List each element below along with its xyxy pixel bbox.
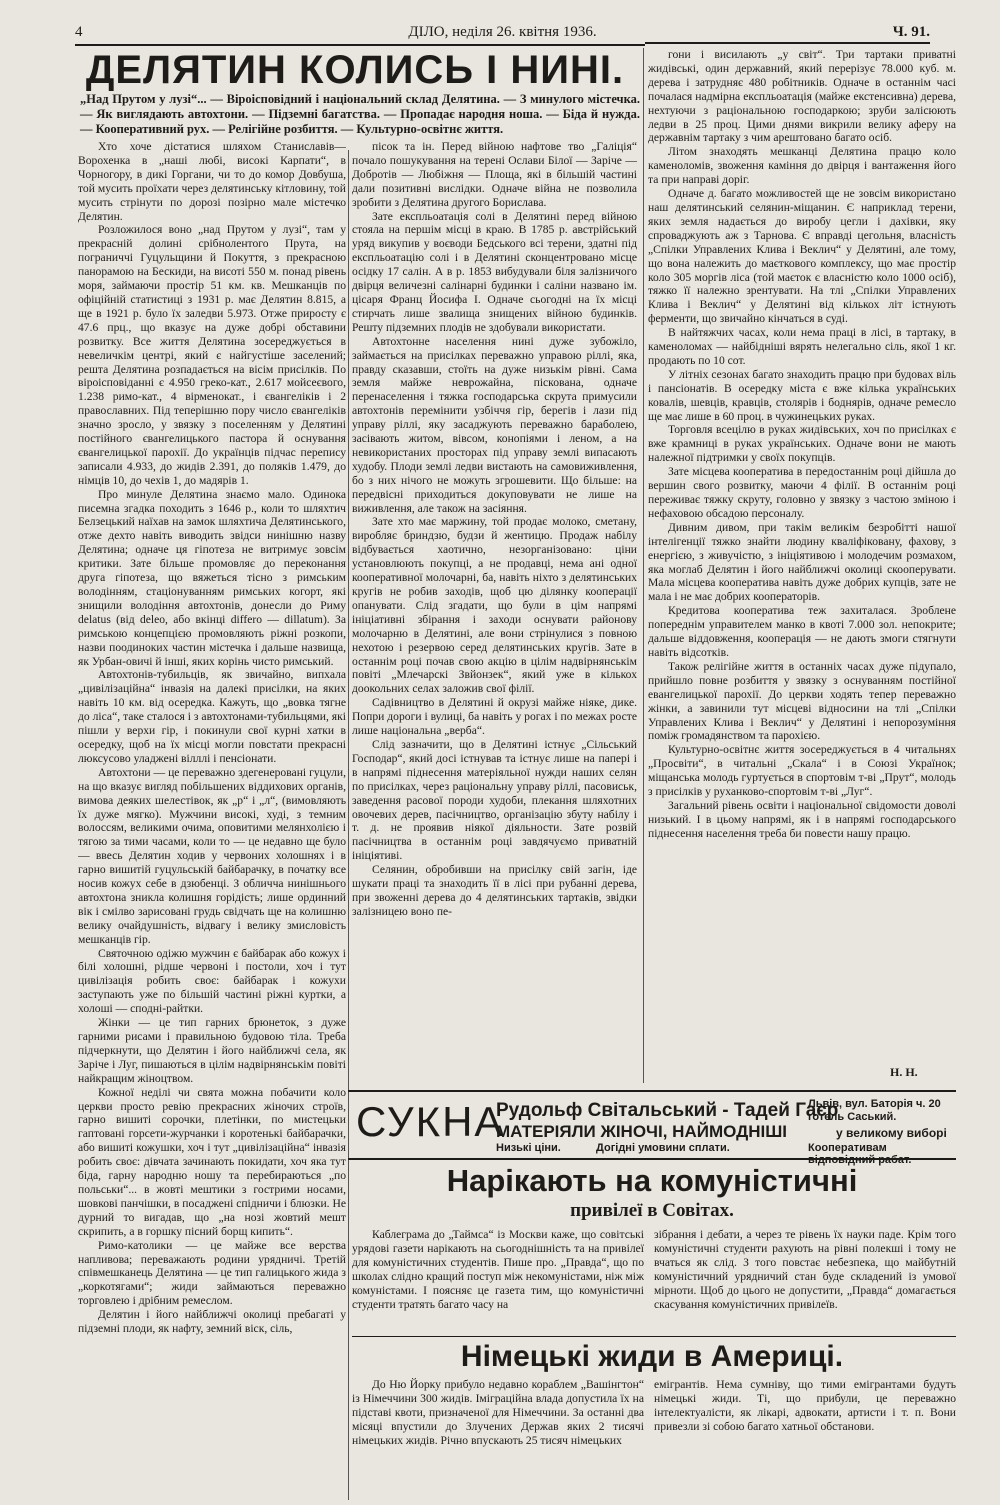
ad-low-prices: Низькі ціни.	[496, 1142, 561, 1154]
paragraph: Святочною одіжю мужчин є байбарак або кожух і білі холошні, рідше червоні і постоли, хоч і тут цивілізація робить своє: байбарак і кожухи заступають уже по більшій частині ріжні куртки, а холоші — сподні-райтки.	[78, 946, 346, 1016]
ad-goods: МАТЕРІЯЛИ ЖІНОЧІ, НАЙМОДНІШІ	[496, 1122, 788, 1141]
article2-title: Нарікають на комуністичні	[446, 1163, 858, 1198]
article-column-3	[648, 48, 956, 1068]
page-number: 4	[75, 24, 83, 40]
paragraph: Автохтонів-тубильців, як звичайно, випхала „цивілізаційна“ інвазія на далекі присілки, на яких навіть 10 км. від осередка. Кажуть, що „вовка тягне до ліса“, таке сталося і з автохтонами-тубильцями, які пішли у верхи гір, і покинули свої курні хатки в осередку, щоб на їх місці могли повстати прекрасні люксусово уладжені вілллі і пенсіонати.	[78, 668, 346, 765]
paragraph: Зате місцева кооператива в передостаннім році дійшла до вершин свого розвитку, маючи 4 філії. В останнім році переживає тяжку скруту, головно у звязку з частою зміною і нефаховою обсадою персоналу.	[648, 465, 956, 520]
paragraph: Жінки — це тип гарних брюнеток, з дуже гарними рисами і правильною будовою тіла. Треба підчеркнути, що Делятин і його найближчі села, як Заріче і Луг, пишаються в цілім надвірнянськім повіті найкращим жіноцтвом.	[78, 1016, 346, 1085]
paragraph: Культурно-освітнє життя зосереджується в 4 читальнях „Просвіти“, в читальні „Скала“ і в Союзі Українок; міщанська молодь гуртується в спортовім т-ві „Прут“, молодь з присілків у руханково-спортовім т-ві „Луг“.	[648, 743, 956, 799]
paragraph: Хто хоче дістатися шляхом Станиславів—Ворохенка в „наші любі, високі Карпати“, в Чорногору, в дикі Горгани, чи то до комор Довбуша, той мусить проїхати через делятинську кітловину, той мусить стрінути по дорозі позірно мале містечко Делятин.	[78, 140, 346, 223]
paragraph: Зате експльоатація солі в Делятині перед війною стояла на першім місці в краю. В 1785 р. австрійський уряд викупив у воєводи Бедського всі терени, здатні під експльоатацію солі і в Делятині сконцентровано місце осідку 17 салін. А в р. 1853 вибудували біля залізничого двірця величезні салінарні будинки і саліни названо ім. цісаря Франц Йосифа І. Одначе сьогодні на їх місці стирчать лише звалища знищених війною будинків. Решту підземних плодів не здобували використати.	[352, 209, 637, 334]
paragraph: Римо-католики — це майже все верства напливова; переважають родини урядничі. Третій співмешканець Делятина — це тип галицького жида з „коркотягами“; жиди займаються переважно торговлею і дрібним ремеслом.	[78, 1238, 346, 1308]
article3-title: Німецькі жиди в Америці.	[460, 1340, 844, 1373]
issue-number: Ч. 91.	[892, 24, 930, 40]
article-title: ДЕЛЯТИН КОЛИСЬ І НИНІ.	[85, 48, 625, 92]
paragraph: У літніх сезонах багато знаходить працю при будовах віль і пансіонатів. В осередку міста є вже кілька українських ковалів, шевців, кравців, столярів і боднярів, одначе ремесло ще має лише в 60 проц. в чужинецьких руках.	[648, 367, 956, 423]
paragraph: гони і висилають „у світ“. Три тартаки приватні жидівські, один державний, який перерізує 78.000 куб. м. дерева і затрудняє 480 робітників. Одначе в останнім часі почалася надмірна експльоатація (майже екстенсивна) дерева, нехтуючи з раціональною господаркою; зруби залісюють ледви в 25 проц. Цими днями викрили велику аферу на державнім тартаку з чим арештовано багато осіб.	[648, 48, 956, 145]
article-signature: Н. Н.	[890, 1065, 918, 1079]
paragraph: Літом знаходять мешканці Делятина працю коло каменоломів, звоження каміння до двірця і вантаження його та при направі доріг.	[648, 145, 956, 187]
column-divider	[643, 48, 644, 1083]
paragraph: До Ню Йорку прибуло недавно кораблем „Вашінгтон“ із Німеччини 300 жидів. Іміграційна влада допустила їх на підставі квоти, призначеної для Німеччини. За останні два місяці впустили до Злучених Держав яких 2 тисячі німецьких жидів. Річно впускають 25 тисяч німецьких	[352, 1378, 644, 1447]
header-rule-right	[645, 42, 930, 44]
ad-goods-tail: у великому виборі	[836, 1126, 947, 1140]
article2-column-left	[352, 1228, 644, 1333]
paragraph: Кредитова кооператива теж захиталася. Зроблене попереднім управителем манко в квоті 7.000 зол. непокрите; дальше віддовження, кооперація — не дають змоги стягнути навіть відсотків.	[648, 604, 956, 659]
paragraph: Також релігійне життя в останніх часах дуже підупало, прийшло повне розбиття у звязку з оснуванням постійної евангелицької парохії. До церкви ходять тепер переважно жінки, а завинили тут місцеві відносини на тлі „Спілки Управлених Клива і Веклич“ у Делятині і непорозуміння поміж громадянством та парохією.	[648, 659, 956, 743]
article-intro: „Над Прутом у лузі“... — Віроісповідний і національний склад Делятина. — З минулого містечка. — Як виглядають автохтони. — Підземні багатства. — Пропадає народня ноша. — Біда й нужда. — Кооперативний рух. — Релігійне розбиття. — Культурно-освітнє життя.	[80, 92, 640, 136]
article3-column-right	[654, 1378, 956, 1503]
paragraph: Загальний рівень освіти і національної свідомости доволі низький. І в цьому напрямі, як і в напрямі господарського піднесення населення треба би повести нашу працю.	[648, 798, 956, 840]
paragraph: Дивним дивом, при такім великім безробітті нашої інтелігенції тяжко знайти людину кваліфіковану, фахову, з енергією, з живучістю, з ініціятивою і молодечим розмахом, яка моглаб Делятин і його найближчі околиці скооперувати. Мала місцева кооператива навіть дуже добрих купців, зате не мала і не має добрих кооператорів.	[648, 520, 956, 604]
page-header	[75, 24, 930, 44]
article2-column-right	[654, 1228, 956, 1333]
paragraph: Про минуле Делятина знаємо мало. Одинока писемна згадка походить з 1646 р., коли то шляхтич Белзецький наїхав на замок шляхтича Делятинського, отже дехто навіть виводить звідси нинішню назву Делятина; одначе ця гіпотеза не витримує зовсім критики. Зате більше промовляє до переконання друга гіпотеза, що вяжеться тісно з римським володінням, стаціонуванням римських когорт, які знищили володіння автохтонів, донесли до Риму delatus (від deleo, або вкінці differo — dillatum). За римською концепцією промовляють ріжні розкопи, назви поодиноких частин містечка і дальше назвища, як Урбан-овичі й інші, яких корінь чисто римський.	[78, 487, 346, 668]
ad-firm-name: Рудольф Світальський - Тадей Гаєр	[496, 1100, 839, 1121]
paragraph: В найтяжчих часах, коли нема праці в лісі, в тартаку, в каменоломах — найбідніші вярять нелегально сіль, якої 1 кг. продають по 10 сот.	[648, 326, 956, 367]
article3-column-left	[352, 1378, 644, 1503]
article2-subtitle: привілеї в Совітах.	[570, 1200, 734, 1221]
paragraph: Одначе д. багато можливостей ще не зовсім використано наш делятинський селянин-міщанин. Є наприклад терени, яких земля надається до виробу цегли і дахівки, яку спроваджують аж з Тарнова. Є вправді цегольня, власність „Спілки Управлених Клива і Веклич“ у Делятині, але тому, що вона належить до маєткового комплексу, що має простір коло 305 моргів ліса (той маєток є власністю коло 1000 осіб), тяжко її належно зрентувати. На тлі „Спілки Управлених Клива і Веклич“ у Делятині від кількох літ істнують ферменти, що звичайно кінчаться в суді.	[648, 187, 956, 326]
paragraph: Торговля всецілю в руках жидівських, хоч по присілках є вже крамниці в руках українських. Одначе вони не мають належної підтримки у своїх покупців.	[648, 423, 956, 465]
paragraph: Каблеграма до „Таймса“ із Москви каже, що совітські урядові газети нарікають на сьогоднішність та на привілеї для комуністичних студентів. Пише про. „Правда“, що по школах слідно кращий поступ між некомуністами, ніж між комуністами. І поясняє це газета тим, що комуністичні студенти тратять багато часу на	[352, 1228, 644, 1311]
paragraph: Розложилося воно „над Прутом у лузі“, там у прекрасній долині срібнолентого Прута, на пограниччі Гуцульщини й Покуття, з прекрасною панорамою на Бескиди, на висоті 550 м. понад рівень моря, займаючи простір 51 км. кв. Мешканців по офіційній статистиці з 1931 р. має Делятин 8.815, а ще в 1921 р. було їх заледви 5.973. Отже приросту є 47.6 прц., що вказує на дуже добрі обставини розвитку. Все життя Делятина зосереджується в невеличкім центрі, який є найгустіше заселений; решта Делятина розпадається на вісім присілків. По віроісповіданні є 4.950 греко-кат., 2.617 мойсеєвого, 1.238 римо-кат., 4 вірменокат., і євангеліків і 2 православних. Під теперішню пору число євангеліків значно зросло, у звязку з поселенням у Делятині постійного євангелицького пастора й оснування євангелицької парохії. До українців підчас перепису записали 4.933, до жидів 2.391, до поляків 1.479, до німців 10, до чехів 1, до мадярів 1.	[78, 223, 346, 487]
paragraph: Слід зазначити, що в Делятині істнує „Сільський Господар“, який досі істнував та істнує лише на папері і в напрямі піднесення матеріяльної нужди наших селян по присілках, через раціональну управу ріллі, пасовиськ, заведення расової породи худоби, плекання шляхотних овочевих дерев, пасічництво, організацію збуту набілу і т. д. не проявив ніякої діяльности. Зате розвій пасічництва в останнім році завдячуємо приватній ініціятиві.	[352, 737, 637, 863]
paragraph: емігрантів. Нема сумніву, що тими емігрантами будуть німецькі жиди. Ті, що прибули, це переважно інтелектуалісти, як лікарі, адвокати, артисти і т. п. Вони привезли зі собою багато хатньої обстанови.	[654, 1378, 956, 1433]
paragraph: Селянин, обробивши на присілку свій загін, іде шукати праці та знаходить її в лісі при рубанні дерева, при звоженні дерева до 4 делятинських тартаків, звідки залізницею воно пе-	[352, 863, 637, 918]
article-column-1	[78, 140, 346, 1505]
ad-address: Львів, вул. Баторія ч. 20 готель Саський.	[808, 1098, 941, 1123]
article-column-2	[352, 140, 637, 1085]
paragraph: Автохтони — це переважно здегенеровані гуцули, на що вказує вигляд побільшених віддихових органів, вимова деяких шелестівок, як „р“ і „л“, (вимовляють їх дуже мягко). Мужчини високі, худі, з темним волоссям, великими очима, оповитими мелянхолією і тягою за тими часами, коли то — це недавно ще було — ввесь Делятин ходив у червоних холошнях і в гарно вишитій гуцульській байбарачку, в початку все носив кожух себе в дзюбенці. З обличча нинішнього автохтона зникла колишня горідість; лише ординний вік і смілво зарисовані грудь свідчать ще на колишню велику очайдушність, відвагу і велику змисловість мешканців гір.	[78, 765, 346, 946]
paragraph: Садівництво в Делятині й окрузі майже ніяке, дике. Попри дороги і вулиці, ба навіть у рогах і по межах росте лише національна „верба“.	[352, 696, 637, 738]
advertisement	[348, 1090, 956, 1166]
paragraph: Делятин і його найближчі околиці пребагаті у підземні плоди, як нафту, земний віск, сіль,	[78, 1308, 346, 1336]
paragraph: Автохтонне населення нині дуже зубожіло, займається на присілках переважно управою ріллі, яка, правду сказавши, стоїть на дуже низькім рівні. Сама земля майже неврожайна, піскована, одначе перенаселення і тяжка господарська скрута примусили автохтонів перемінити узбіччя гір, берегів і лази під управу ріллі, яку засаджують переважно бараболею, засівають житом, вівсом, конопіями і леном, а на невикористаних просторах під управу землі випасають худобу. Плоди землі ледви вистають на самовиживлення, бо з них нічого не можуть згрошевити. Що більше: на передвісні приходиться докуповувати не лише на виживлення, але також на засіяння.	[352, 334, 637, 515]
ad-headline: СУКНА	[356, 1098, 505, 1145]
ad-rebate: Кооперативам відповідний рабат.	[808, 1142, 912, 1166]
paragraph: зібрання і дебати, а через те рівень їх науки паде. Крім того комуністичні студенти рахують на рівні полекші і тому не вчаться як слід. З того повстає небезпека, що майбутній комуністичний урядничий стан буде складений із умової мірноти. Щоб до цього не допустити, „Правда“ домагається скасування комуністичних привілеїв.	[654, 1228, 956, 1311]
dateline: ДІЛО, неділя 26. квітня 1936.	[408, 24, 597, 40]
paragraph: Зате хто має маржину, той продає молоко, сметану, виробляє бриндзю, будзи й жентицю. Продаж набілу відбувається хаотично, незорганізовано: ціни установлюють покупці, а не продавці, нема ані одної кооперативної молочарні, ба, навіть ніхто з делятинських кругів не робив заходів, щоб цю ділянку кооперації опанувати. Слід згадати, що були в цім напрямі ініціативні збірання і заходи оснувати районову молочарню в Делятині, але вони стрінулися з повною нехотою і резервою серед делятинських кругів. Зате в останнім році почав свою акцію в цілім надвірнянськім повіті „Млечарскі Звйонзек“, який уже в кількох доокольних селах заложив свої філії.	[352, 515, 637, 696]
paragraph: Кожної неділі чи свята можна побачити коло церкви просто ревію прекрасних жіночих строїв, гарно вишиті сорочки, плетінки, по мистецьки гаптовані горсети-журчанки і коротенькі байбарачки, або вишиті кожушки, хоч і тут „цивілізаційна“ інвазія робить своє: дівчата зачинають покидати, хоч яка тут біда, гарну народню ношу та перебираються „по польськи“... в жовті мештики з гострими носами, шовкові панчішки, в посаджені спідничи і блюзки. Не дурний то вигадав, що „на нозі жовтий мешт скрипить, а в горшку пісний борщ кипить“.	[78, 1085, 346, 1238]
ad-payment-terms: Догідні умовини сплати.	[596, 1142, 730, 1154]
section-rule	[352, 1336, 956, 1337]
paragraph: пісок та ін. Перед війною нафтове тво „Галіція“ почало пошукування на терені Ослави Білої — Заріче — Добротів — Любіжня — Площа, які в більшій частині дали позитивні вислідки. Одначе війна не позволила зробити з Делятина другого Борислава.	[352, 140, 637, 209]
header-rule-left	[75, 44, 645, 46]
column-divider	[348, 150, 349, 1500]
